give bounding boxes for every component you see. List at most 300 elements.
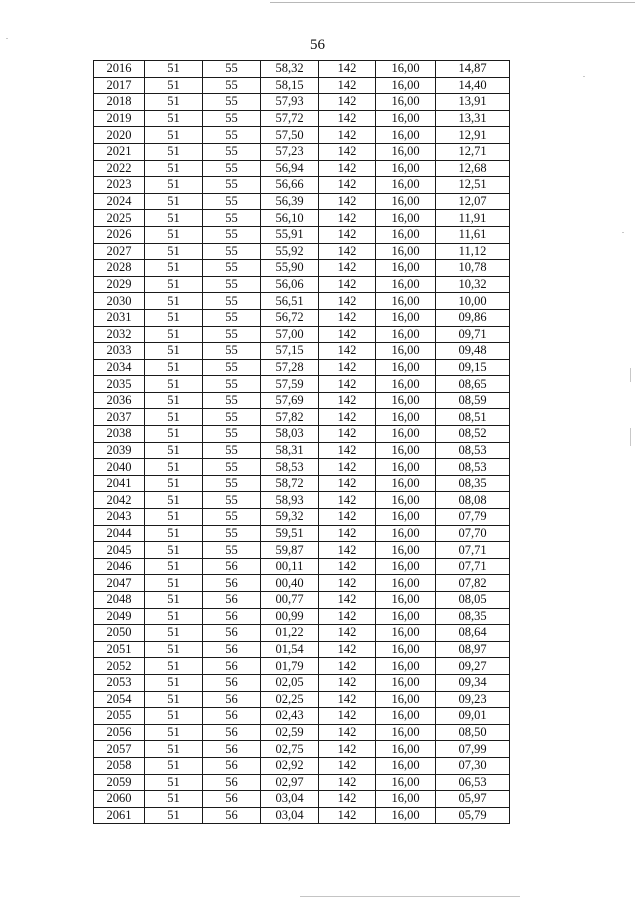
table-row bbox=[94, 392, 510, 409]
cell-lon-seconds: 08,53 bbox=[436, 442, 510, 459]
cell-lon-degrees: 142 bbox=[319, 658, 376, 675]
table-row bbox=[94, 409, 510, 426]
cell-lat-seconds: 56,51 bbox=[261, 293, 319, 310]
cell-lat-minutes: 55 bbox=[203, 143, 261, 160]
cell-lon-minutes: 16,00 bbox=[376, 525, 436, 542]
cell-lon-seconds: 08,51 bbox=[436, 409, 510, 426]
cell-lon-degrees: 142 bbox=[319, 210, 376, 227]
cell-lat-seconds: 57,69 bbox=[261, 392, 319, 409]
cell-lat-seconds: 57,59 bbox=[261, 376, 319, 393]
cell-lat-seconds: 57,28 bbox=[261, 359, 319, 376]
cell-lat-minutes: 56 bbox=[203, 608, 261, 625]
cell-point-number: 2051 bbox=[94, 641, 145, 658]
cell-lon-degrees: 142 bbox=[319, 625, 376, 642]
scan-bottom-rule bbox=[300, 896, 520, 897]
cell-lat-minutes: 55 bbox=[203, 226, 261, 243]
cell-lat-seconds: 02,05 bbox=[261, 674, 319, 691]
cell-lon-degrees: 142 bbox=[319, 61, 376, 78]
cell-lon-minutes: 16,00 bbox=[376, 110, 436, 127]
cell-lon-seconds: 07,79 bbox=[436, 509, 510, 526]
cell-lon-seconds: 06,53 bbox=[436, 774, 510, 791]
cell-lat-degrees: 51 bbox=[145, 343, 203, 360]
table-row bbox=[94, 243, 510, 260]
cell-lat-minutes: 56 bbox=[203, 791, 261, 808]
cell-lat-degrees: 51 bbox=[145, 160, 203, 177]
coordinates-table-body bbox=[94, 61, 510, 824]
cell-lon-degrees: 142 bbox=[319, 343, 376, 360]
cell-lat-seconds: 58,03 bbox=[261, 426, 319, 443]
cell-lon-degrees: 142 bbox=[319, 110, 376, 127]
cell-point-number: 2038 bbox=[94, 426, 145, 443]
cell-lon-degrees: 142 bbox=[319, 774, 376, 791]
cell-lon-degrees: 142 bbox=[319, 592, 376, 609]
cell-lon-minutes: 16,00 bbox=[376, 509, 436, 526]
scan-speck bbox=[622, 232, 624, 233]
cell-lat-degrees: 51 bbox=[145, 77, 203, 94]
cell-lon-degrees: 142 bbox=[319, 575, 376, 592]
cell-point-number: 2050 bbox=[94, 625, 145, 642]
cell-lat-seconds: 01,54 bbox=[261, 641, 319, 658]
table-row bbox=[94, 525, 510, 542]
cell-lat-seconds: 02,25 bbox=[261, 691, 319, 708]
cell-lon-seconds: 05,79 bbox=[436, 807, 510, 824]
table-row bbox=[94, 757, 510, 774]
cell-lat-seconds: 00,99 bbox=[261, 608, 319, 625]
cell-point-number: 2056 bbox=[94, 724, 145, 741]
scan-top-rule bbox=[270, 2, 635, 3]
cell-point-number: 2022 bbox=[94, 160, 145, 177]
cell-point-number: 2021 bbox=[94, 143, 145, 160]
cell-lon-minutes: 16,00 bbox=[376, 724, 436, 741]
cell-lon-minutes: 16,00 bbox=[376, 592, 436, 609]
cell-lon-seconds: 08,52 bbox=[436, 426, 510, 443]
cell-point-number: 2034 bbox=[94, 359, 145, 376]
cell-lon-seconds: 12,68 bbox=[436, 160, 510, 177]
table-row bbox=[94, 592, 510, 609]
cell-lon-seconds: 07,99 bbox=[436, 741, 510, 758]
cell-lon-minutes: 16,00 bbox=[376, 326, 436, 343]
cell-lat-seconds: 58,31 bbox=[261, 442, 319, 459]
cell-lon-degrees: 142 bbox=[319, 757, 376, 774]
cell-lon-minutes: 16,00 bbox=[376, 608, 436, 625]
table-row bbox=[94, 77, 510, 94]
cell-lon-minutes: 16,00 bbox=[376, 94, 436, 111]
cell-lat-minutes: 55 bbox=[203, 326, 261, 343]
cell-lat-degrees: 51 bbox=[145, 558, 203, 575]
scan-speck bbox=[6, 38, 8, 39]
cell-lon-degrees: 142 bbox=[319, 492, 376, 509]
cell-lon-minutes: 16,00 bbox=[376, 409, 436, 426]
cell-lat-minutes: 55 bbox=[203, 392, 261, 409]
table-row bbox=[94, 309, 510, 326]
cell-lon-seconds: 09,15 bbox=[436, 359, 510, 376]
cell-point-number: 2020 bbox=[94, 127, 145, 144]
cell-point-number: 2045 bbox=[94, 542, 145, 559]
cell-lat-minutes: 55 bbox=[203, 459, 261, 476]
cell-lat-seconds: 02,43 bbox=[261, 708, 319, 725]
cell-lon-degrees: 142 bbox=[319, 807, 376, 824]
cell-point-number: 2053 bbox=[94, 674, 145, 691]
cell-lon-degrees: 142 bbox=[319, 525, 376, 542]
cell-point-number: 2036 bbox=[94, 392, 145, 409]
table-row bbox=[94, 110, 510, 127]
cell-lon-degrees: 142 bbox=[319, 509, 376, 526]
cell-lat-minutes: 55 bbox=[203, 127, 261, 144]
cell-lat-minutes: 56 bbox=[203, 807, 261, 824]
cell-lat-minutes: 55 bbox=[203, 343, 261, 360]
cell-lat-degrees: 51 bbox=[145, 807, 203, 824]
table-row bbox=[94, 94, 510, 111]
cell-point-number: 2042 bbox=[94, 492, 145, 509]
cell-lat-degrees: 51 bbox=[145, 608, 203, 625]
cell-lat-seconds: 03,04 bbox=[261, 807, 319, 824]
cell-lon-seconds: 08,35 bbox=[436, 608, 510, 625]
cell-lat-seconds: 01,79 bbox=[261, 658, 319, 675]
table-row bbox=[94, 226, 510, 243]
cell-lon-degrees: 142 bbox=[319, 376, 376, 393]
cell-point-number: 2032 bbox=[94, 326, 145, 343]
cell-lat-minutes: 56 bbox=[203, 774, 261, 791]
cell-lon-minutes: 16,00 bbox=[376, 475, 436, 492]
table-row bbox=[94, 791, 510, 808]
cell-lat-seconds: 55,90 bbox=[261, 260, 319, 277]
cell-lat-seconds: 02,92 bbox=[261, 757, 319, 774]
table-row bbox=[94, 442, 510, 459]
cell-lon-minutes: 16,00 bbox=[376, 392, 436, 409]
table-row bbox=[94, 509, 510, 526]
table-row bbox=[94, 260, 510, 277]
cell-lat-minutes: 55 bbox=[203, 243, 261, 260]
cell-lon-minutes: 16,00 bbox=[376, 160, 436, 177]
cell-lat-minutes: 55 bbox=[203, 193, 261, 210]
cell-lat-minutes: 55 bbox=[203, 309, 261, 326]
cell-lon-minutes: 16,00 bbox=[376, 143, 436, 160]
cell-lon-minutes: 16,00 bbox=[376, 127, 436, 144]
cell-lon-degrees: 142 bbox=[319, 243, 376, 260]
cell-lon-minutes: 16,00 bbox=[376, 691, 436, 708]
cell-lon-seconds: 13,31 bbox=[436, 110, 510, 127]
cell-lat-seconds: 02,75 bbox=[261, 741, 319, 758]
cell-lat-seconds: 59,32 bbox=[261, 509, 319, 526]
cell-lon-seconds: 10,00 bbox=[436, 293, 510, 310]
table-row bbox=[94, 691, 510, 708]
cell-point-number: 2039 bbox=[94, 442, 145, 459]
cell-lat-minutes: 56 bbox=[203, 592, 261, 609]
cell-lat-degrees: 51 bbox=[145, 442, 203, 459]
cell-lat-seconds: 02,59 bbox=[261, 724, 319, 741]
cell-lon-seconds: 09,23 bbox=[436, 691, 510, 708]
cell-point-number: 2030 bbox=[94, 293, 145, 310]
cell-lon-minutes: 16,00 bbox=[376, 708, 436, 725]
cell-lat-seconds: 56,66 bbox=[261, 177, 319, 194]
cell-lat-minutes: 56 bbox=[203, 691, 261, 708]
cell-lat-degrees: 51 bbox=[145, 509, 203, 526]
cell-lon-degrees: 142 bbox=[319, 708, 376, 725]
table-row bbox=[94, 641, 510, 658]
cell-lon-minutes: 16,00 bbox=[376, 426, 436, 443]
cell-point-number: 2024 bbox=[94, 193, 145, 210]
table-row bbox=[94, 674, 510, 691]
cell-point-number: 2047 bbox=[94, 575, 145, 592]
cell-lat-minutes: 56 bbox=[203, 674, 261, 691]
cell-lon-degrees: 142 bbox=[319, 193, 376, 210]
cell-lat-degrees: 51 bbox=[145, 309, 203, 326]
cell-lon-minutes: 16,00 bbox=[376, 226, 436, 243]
cell-lat-degrees: 51 bbox=[145, 326, 203, 343]
cell-lon-degrees: 142 bbox=[319, 459, 376, 476]
cell-lat-seconds: 57,23 bbox=[261, 143, 319, 160]
cell-lat-degrees: 51 bbox=[145, 127, 203, 144]
cell-lat-minutes: 55 bbox=[203, 542, 261, 559]
cell-lon-seconds: 07,71 bbox=[436, 542, 510, 559]
table-row bbox=[94, 658, 510, 675]
table-row bbox=[94, 492, 510, 509]
table-row bbox=[94, 326, 510, 343]
cell-lon-minutes: 16,00 bbox=[376, 774, 436, 791]
cell-lat-seconds: 57,15 bbox=[261, 343, 319, 360]
cell-lon-degrees: 142 bbox=[319, 260, 376, 277]
cell-lat-seconds: 58,53 bbox=[261, 459, 319, 476]
cell-lat-minutes: 55 bbox=[203, 276, 261, 293]
cell-lon-degrees: 142 bbox=[319, 791, 376, 808]
cell-lon-minutes: 16,00 bbox=[376, 61, 436, 78]
cell-point-number: 2029 bbox=[94, 276, 145, 293]
cell-lon-seconds: 07,30 bbox=[436, 757, 510, 774]
cell-point-number: 2048 bbox=[94, 592, 145, 609]
cell-lat-seconds: 58,93 bbox=[261, 492, 319, 509]
cell-lon-minutes: 16,00 bbox=[376, 757, 436, 774]
cell-lon-degrees: 142 bbox=[319, 160, 376, 177]
cell-point-number: 2037 bbox=[94, 409, 145, 426]
cell-lon-degrees: 142 bbox=[319, 94, 376, 111]
cell-lat-minutes: 55 bbox=[203, 426, 261, 443]
cell-point-number: 2049 bbox=[94, 608, 145, 625]
cell-lat-seconds: 58,32 bbox=[261, 61, 319, 78]
cell-lon-degrees: 142 bbox=[319, 293, 376, 310]
cell-point-number: 2019 bbox=[94, 110, 145, 127]
cell-lon-seconds: 07,71 bbox=[436, 558, 510, 575]
cell-point-number: 2059 bbox=[94, 774, 145, 791]
cell-point-number: 2031 bbox=[94, 309, 145, 326]
cell-lon-minutes: 16,00 bbox=[376, 459, 436, 476]
cell-lon-minutes: 16,00 bbox=[376, 77, 436, 94]
cell-point-number: 2044 bbox=[94, 525, 145, 542]
cell-lat-seconds: 00,11 bbox=[261, 558, 319, 575]
cell-lat-seconds: 00,77 bbox=[261, 592, 319, 609]
table-row bbox=[94, 426, 510, 443]
table-row bbox=[94, 575, 510, 592]
table-row bbox=[94, 542, 510, 559]
cell-lat-seconds: 00,40 bbox=[261, 575, 319, 592]
cell-lon-minutes: 16,00 bbox=[376, 641, 436, 658]
cell-lat-minutes: 56 bbox=[203, 757, 261, 774]
cell-point-number: 2016 bbox=[94, 61, 145, 78]
cell-lon-degrees: 142 bbox=[319, 359, 376, 376]
cell-lat-degrees: 51 bbox=[145, 625, 203, 642]
cell-lat-minutes: 56 bbox=[203, 708, 261, 725]
cell-point-number: 2040 bbox=[94, 459, 145, 476]
cell-lat-seconds: 58,72 bbox=[261, 475, 319, 492]
cell-lon-seconds: 14,87 bbox=[436, 61, 510, 78]
cell-point-number: 2023 bbox=[94, 177, 145, 194]
cell-lon-seconds: 08,35 bbox=[436, 475, 510, 492]
cell-lon-minutes: 16,00 bbox=[376, 359, 436, 376]
table-row bbox=[94, 741, 510, 758]
cell-lat-degrees: 51 bbox=[145, 260, 203, 277]
cell-point-number: 2054 bbox=[94, 691, 145, 708]
cell-lat-seconds: 56,72 bbox=[261, 309, 319, 326]
cell-lat-seconds: 59,87 bbox=[261, 542, 319, 559]
cell-lat-minutes: 55 bbox=[203, 210, 261, 227]
cell-lat-minutes: 55 bbox=[203, 509, 261, 526]
cell-lon-degrees: 142 bbox=[319, 741, 376, 758]
table-row bbox=[94, 193, 510, 210]
cell-lat-seconds: 57,50 bbox=[261, 127, 319, 144]
cell-lat-degrees: 51 bbox=[145, 741, 203, 758]
cell-lon-minutes: 16,00 bbox=[376, 575, 436, 592]
table-row bbox=[94, 558, 510, 575]
cell-lon-degrees: 142 bbox=[319, 177, 376, 194]
cell-lat-seconds: 55,92 bbox=[261, 243, 319, 260]
cell-lat-minutes: 55 bbox=[203, 177, 261, 194]
table-row bbox=[94, 177, 510, 194]
scan-speck bbox=[630, 428, 631, 446]
cell-lon-minutes: 16,00 bbox=[376, 260, 436, 277]
scan-speck bbox=[630, 368, 631, 382]
cell-lon-seconds: 08,65 bbox=[436, 376, 510, 393]
cell-lat-degrees: 51 bbox=[145, 525, 203, 542]
page-number: 56 bbox=[310, 37, 325, 53]
cell-lat-degrees: 51 bbox=[145, 708, 203, 725]
cell-lon-minutes: 16,00 bbox=[376, 674, 436, 691]
cell-lon-seconds: 14,40 bbox=[436, 77, 510, 94]
cell-lon-seconds: 11,91 bbox=[436, 210, 510, 227]
cell-point-number: 2033 bbox=[94, 343, 145, 360]
cell-lat-degrees: 51 bbox=[145, 459, 203, 476]
cell-point-number: 2052 bbox=[94, 658, 145, 675]
cell-lon-degrees: 142 bbox=[319, 641, 376, 658]
cell-lon-minutes: 16,00 bbox=[376, 193, 436, 210]
cell-lat-degrees: 51 bbox=[145, 658, 203, 675]
cell-lat-seconds: 57,00 bbox=[261, 326, 319, 343]
cell-lat-minutes: 55 bbox=[203, 110, 261, 127]
cell-lat-degrees: 51 bbox=[145, 724, 203, 741]
cell-lat-degrees: 51 bbox=[145, 359, 203, 376]
cell-lat-minutes: 56 bbox=[203, 558, 261, 575]
table-row bbox=[94, 724, 510, 741]
cell-point-number: 2057 bbox=[94, 741, 145, 758]
cell-lat-degrees: 51 bbox=[145, 757, 203, 774]
cell-lat-degrees: 51 bbox=[145, 243, 203, 260]
cell-lon-degrees: 142 bbox=[319, 392, 376, 409]
cell-lat-degrees: 51 bbox=[145, 575, 203, 592]
cell-lat-degrees: 51 bbox=[145, 376, 203, 393]
cell-lon-seconds: 08,64 bbox=[436, 625, 510, 642]
cell-lon-seconds: 09,01 bbox=[436, 708, 510, 725]
cell-lon-minutes: 16,00 bbox=[376, 177, 436, 194]
cell-lat-degrees: 51 bbox=[145, 492, 203, 509]
table-row bbox=[94, 708, 510, 725]
cell-lon-seconds: 12,91 bbox=[436, 127, 510, 144]
cell-lat-degrees: 51 bbox=[145, 475, 203, 492]
cell-lon-degrees: 142 bbox=[319, 608, 376, 625]
cell-lon-seconds: 09,27 bbox=[436, 658, 510, 675]
cell-point-number: 2025 bbox=[94, 210, 145, 227]
cell-point-number: 2055 bbox=[94, 708, 145, 725]
cell-lat-minutes: 55 bbox=[203, 293, 261, 310]
table-row bbox=[94, 807, 510, 824]
cell-lon-seconds: 11,12 bbox=[436, 243, 510, 260]
cell-point-number: 2061 bbox=[94, 807, 145, 824]
cell-lon-seconds: 05,97 bbox=[436, 791, 510, 808]
cell-point-number: 2017 bbox=[94, 77, 145, 94]
cell-lat-minutes: 55 bbox=[203, 492, 261, 509]
table-row bbox=[94, 774, 510, 791]
cell-lon-seconds: 10,78 bbox=[436, 260, 510, 277]
cell-lon-seconds: 08,08 bbox=[436, 492, 510, 509]
cell-lat-degrees: 51 bbox=[145, 293, 203, 310]
cell-lat-minutes: 56 bbox=[203, 625, 261, 642]
table-row bbox=[94, 293, 510, 310]
cell-point-number: 2058 bbox=[94, 757, 145, 774]
cell-lat-seconds: 56,94 bbox=[261, 160, 319, 177]
cell-lat-seconds: 59,51 bbox=[261, 525, 319, 542]
cell-lat-minutes: 55 bbox=[203, 376, 261, 393]
cell-lat-degrees: 51 bbox=[145, 791, 203, 808]
scan-speck bbox=[583, 76, 585, 77]
table-row bbox=[94, 143, 510, 160]
cell-lon-degrees: 142 bbox=[319, 143, 376, 160]
cell-lat-seconds: 56,06 bbox=[261, 276, 319, 293]
cell-lat-minutes: 55 bbox=[203, 409, 261, 426]
cell-lat-minutes: 55 bbox=[203, 442, 261, 459]
cell-lon-seconds: 07,82 bbox=[436, 575, 510, 592]
cell-lat-minutes: 55 bbox=[203, 77, 261, 94]
cell-lat-degrees: 51 bbox=[145, 61, 203, 78]
cell-lat-seconds: 57,93 bbox=[261, 94, 319, 111]
cell-lat-degrees: 51 bbox=[145, 110, 203, 127]
cell-lon-minutes: 16,00 bbox=[376, 625, 436, 642]
table-row bbox=[94, 475, 510, 492]
cell-lon-seconds: 08,53 bbox=[436, 459, 510, 476]
cell-lon-minutes: 16,00 bbox=[376, 741, 436, 758]
cell-lat-degrees: 51 bbox=[145, 94, 203, 111]
cell-point-number: 2027 bbox=[94, 243, 145, 260]
cell-lon-seconds: 07,70 bbox=[436, 525, 510, 542]
cell-lon-minutes: 16,00 bbox=[376, 492, 436, 509]
table-row bbox=[94, 210, 510, 227]
table-row bbox=[94, 608, 510, 625]
cell-lon-seconds: 09,86 bbox=[436, 309, 510, 326]
cell-lon-degrees: 142 bbox=[319, 691, 376, 708]
cell-lon-degrees: 142 bbox=[319, 442, 376, 459]
cell-lat-minutes: 55 bbox=[203, 475, 261, 492]
cell-lat-degrees: 51 bbox=[145, 210, 203, 227]
cell-lat-seconds: 56,10 bbox=[261, 210, 319, 227]
cell-point-number: 2041 bbox=[94, 475, 145, 492]
cell-lat-degrees: 51 bbox=[145, 226, 203, 243]
cell-lon-seconds: 12,07 bbox=[436, 193, 510, 210]
cell-lat-seconds: 56,39 bbox=[261, 193, 319, 210]
cell-lon-seconds: 09,34 bbox=[436, 674, 510, 691]
cell-lat-minutes: 55 bbox=[203, 260, 261, 277]
cell-lat-degrees: 51 bbox=[145, 276, 203, 293]
table-row bbox=[94, 376, 510, 393]
cell-lat-minutes: 56 bbox=[203, 741, 261, 758]
cell-lon-seconds: 09,48 bbox=[436, 343, 510, 360]
cell-point-number: 2060 bbox=[94, 791, 145, 808]
cell-lon-degrees: 142 bbox=[319, 127, 376, 144]
